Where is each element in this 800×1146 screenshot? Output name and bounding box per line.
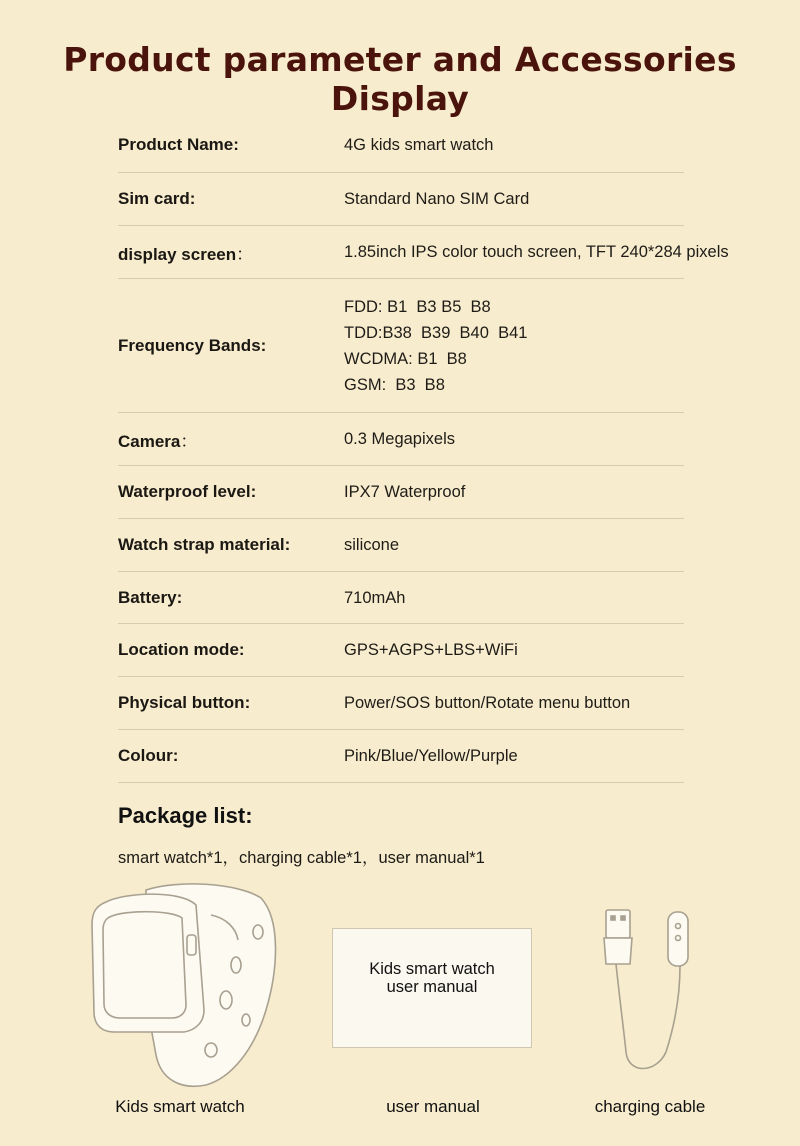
manual-caption: user manual [386,1097,480,1116]
spec-label: Frequency Bands: [118,335,267,355]
spec-row-frequency-bands [118,279,684,413]
spec-row-camera [118,413,684,466]
band-line: FDD: B1 B3 B5 B8 [344,297,491,316]
charging-cable-image [596,902,706,1082]
spec-table [118,118,729,783]
spec-label [118,240,344,265]
spec-label-sep: ： [180,431,198,451]
spec-value: 4G kids smart watch [344,136,494,154]
spec-value: Standard Nano SIM Card [344,190,530,208]
spec-row-strap-material [118,519,684,572]
spec-label: Product Name: [118,135,239,154]
page-title: Product parameter and Accessories Display [63,40,737,118]
spec-row-display-screen [118,226,729,279]
spec-value: 0.3 Megapixels [344,430,455,448]
spec-value: Pink/Blue/Yellow/Purple [344,747,518,765]
spec-row-waterproof [118,466,684,519]
user-manual-image [332,928,532,1048]
spec-label-text: display screen [118,244,237,264]
spec-value: silicone [344,536,400,554]
spec-label: Watch strap material: [118,535,291,554]
spec-label: Physical button: [118,693,251,712]
spec-value: 1.85inch IPS color touch screen, TFT 240*284 pixels [344,243,729,261]
spec-row-location-mode [118,624,684,677]
band-line: WCDMA: B1 B8 [344,349,467,368]
manual-line-2: user manual [386,978,478,996]
spec-value: GPS+AGPS+LBS+WiFi [344,641,518,659]
watch-caption: Kids smart watch [115,1097,245,1116]
spec-label-sep: ： [236,244,254,264]
spec-value-list [344,294,527,398]
spec-label: Battery: [118,587,183,607]
spec-label: Location mode: [118,640,245,659]
spec-value: IPX7 Waterproof [344,483,466,501]
manual-line-1: Kids smart watch [369,960,495,978]
cable-caption: charging cable [594,1097,706,1116]
band-line: GSM: B3 B8 [344,375,445,394]
spec-label [118,427,344,452]
package-list-items: smart watch*1，charging cable*1，user manual*1 [118,849,485,867]
package-list-title: Package list: [118,803,253,828]
spec-row-colour [118,730,684,783]
band-line: TDD:B38 B39 B40 B41 [344,323,528,342]
spec-row-battery [118,572,684,624]
spec-value: 710mAh [344,588,406,607]
spec-label: Waterproof level: [118,482,257,501]
spec-label: Sim card: [118,189,196,208]
smart-watch-image [86,880,286,1090]
spec-value: Power/SOS button/Rotate menu button [344,694,631,712]
spec-label: Colour: [118,746,179,765]
spec-row-physical-button [118,677,684,730]
spec-label-text: Camera [118,431,181,451]
spec-row-product-name [118,118,684,173]
spec-row-sim-card [118,173,684,226]
